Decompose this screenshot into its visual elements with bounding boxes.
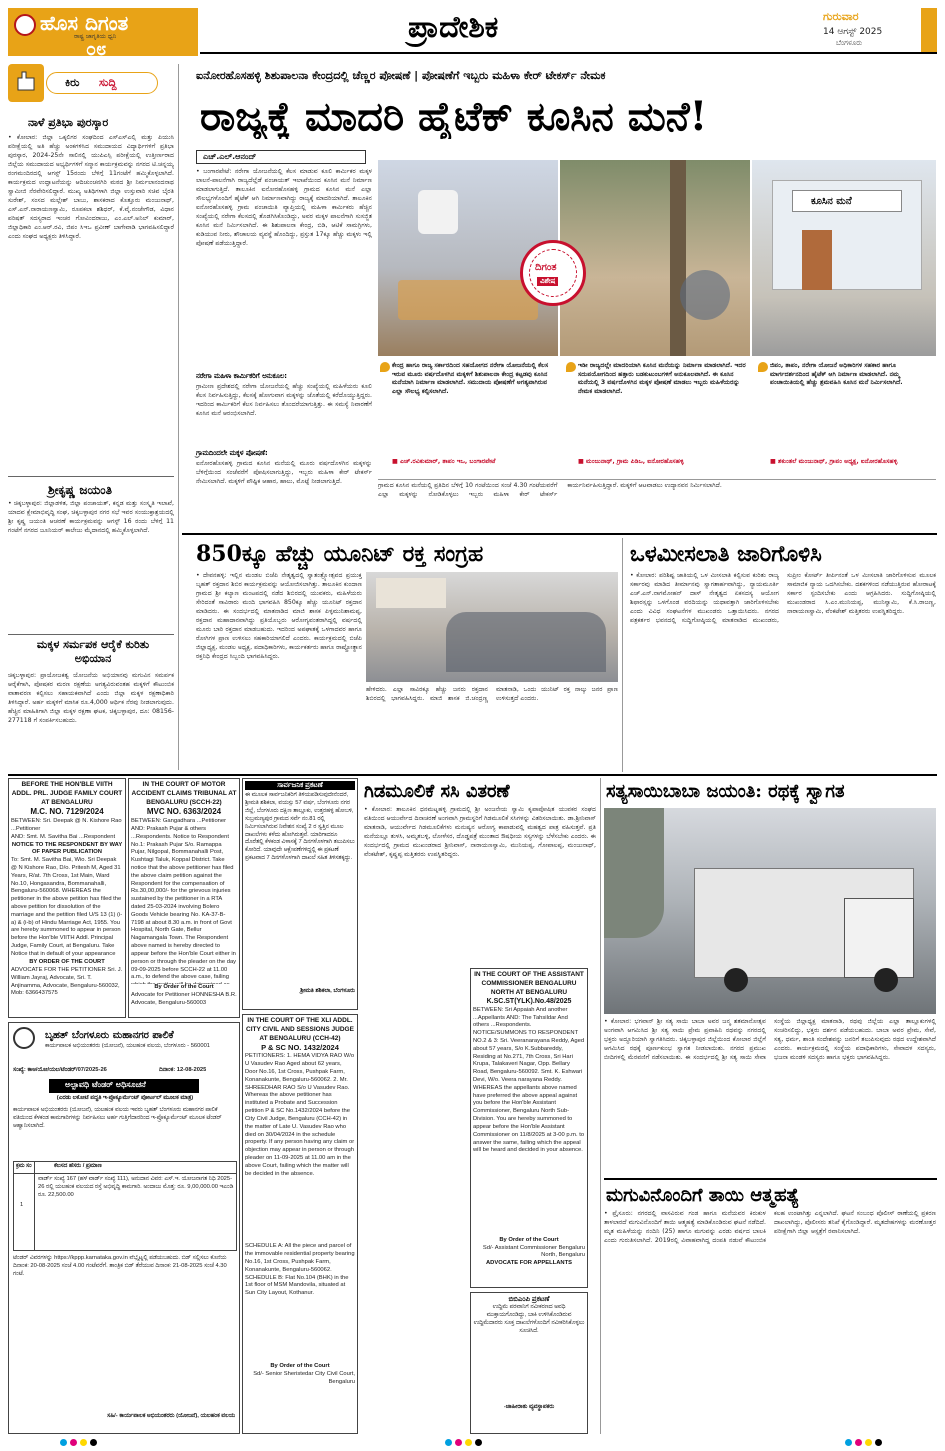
ad-assistant-commissioner	[470, 968, 588, 1288]
medicine-headline: ಗಿಡಮೂಲಿಕೆ ಸಸಿ ವಿತರಣೆ	[364, 781, 510, 802]
bbmp-sub: (ಎರಡು ಲಕೋಟೆ ಪದ್ಧತಿ ಇ-ಪ್ರೊಕ್ಯೂರ್ಮೆಂಟ್ ಪೋರ್ಟಲ್ ಮೂಲಕ ಮಾತ್ರ)	[56, 1095, 194, 1101]
quote-2-text: ಇಡೀ ರಾಜ್ಯದಲ್ಲೇ ಮಾದರಿಯಾಗಿ ಕೂಸಿನ ಮನೆಯನ್ನು ನಿರ್ಮಾಣ ಮಾಡಲಾಗಿದೆ. ಇದರ ಸದುಪಯೋಗದಿಂದ ಹತ್ತಾರು ಬಡಕುಟುಂಬಗಳಿಗೆ ಅನುಕೂಲವಾಗಿದೆ. ಈ ಕೂಸಿನ ಮನೆಯಲ್ಲಿ 3 ವರ್ಷದೊಳಗಿನ ಮಕ್ಕಳ ಪೋಷಣೆ ಮಾಡಲು ಇಬ್ಬರು ಮಹಿಳೆಯರನ್ನು ನೇಮಕ ಮಾಡಲಾಗಿದೆ.	[578, 362, 746, 396]
photo-toys	[398, 280, 538, 320]
reg-dot-yellow-r	[865, 1439, 872, 1446]
sai-headline: ಸತ್ಯಸಾಯಿಬಾಬಾ ಜಯಂತಿ: ರಥಕ್ಕೆ ಸ್ವಾಗತ	[606, 781, 845, 802]
sai-body: • ಕೋಲಾರ: ಭಗವಾನ್ ಶ್ರೀ ಸತ್ಯ ಸಾಯಿ ಬಾಬಾ ಅವರ ಜನ್ಮ ಶತಮಾನೋತ್ಸವ ಅಂಗವಾಗಿ ಆಗಮಿಸಿದ ಶ್ರೀ ಸತ್ಯ ಸಾಯಿ ಪ್ರೇಮ ಪ್ರವಾಹಿನಿ ರಥವನ್ನು ನಗರದಲ್ಲಿ ಭಕ್ತರು ಅದ್ದೂರಿಯಾಗಿ ಸ್ವಾಗತಿಸಿದರು. ಚಿಕ್ಕಬಳ್ಳಾಪುರ ಜಿಲ್ಲೆಯಿಂದ ಕೋಲಾರ ಜಿಲ್ಲೆಗೆ ಆಗಮಿಸಿದ ರಥಕ್ಕೆ ಪೂರ್ಣಕುಂಭ ಸ್ವಾಗತ ನೀಡಲಾಯಿತು. ನಗರದ ಪ್ರಮುಖ ಬೀದಿಗಳಲ್ಲಿ ಮೆರವಣಿಗೆ ನಡೆಸಲಾಯಿತು. ಈ ಸಂದರ್ಭದಲ್ಲಿ ಶ್ರೀ ಸತ್ಯ ಸಾಯಿ ಸೇವಾ ಸಂಸ್ಥೆಯ ಜಿಲ್ಲಾಧ್ಯಕ್ಷ ಮಾತನಾಡಿ, ರಥವು ಜಿಲ್ಲೆಯ ಎಲ್ಲಾ ತಾಲ್ಲೂಕುಗಳಲ್ಲಿ ಸಂಚರಿಸಲಿದ್ದು, ಭಕ್ತರು ದರ್ಶನ ಪಡೆಯಬಹುದು. ಬಾಬಾ ಅವರ ಪ್ರೇಮ, ಸೇವೆ, ಸತ್ಯ, ಧರ್ಮ, ಶಾಂತಿ ಸಂದೇಶವನ್ನು ಜನರಿಗೆ ತಲುಪಿಸುವುದು ರಥದ ಉದ್ದೇಶವಾಗಿದೆ ಎಂದರು. ಕಾರ್ಯಕ್ರಮದಲ್ಲಿ ಸಂಸ್ಥೆಯ ಪದಾಧಿಕಾರಿಗಳು, ಸೇವಾದಳ ಸದಸ್ಯರು, ಭಜನಾ ಮಂಡಳಿ ಸದಸ್ಯರು ಹಾಗೂ ಭಕ್ತರು ಭಾಗವಹಿಸಿದ್ದರು.	[604, 1018, 936, 1061]
photo-children	[680, 270, 730, 320]
bbmp-dept: ಕಾರ್ಯಪಾಲಕ ಅಭಿಯಂತರರು (ಯೋಜನೆ), ಯಲಹಂಕ ವಲಯ, ಬೆಂಗಳೂರು - 560001	[45, 1043, 211, 1049]
blood-photo	[366, 572, 618, 682]
bbmp-footer: ಟೆಂಡರ್ ವಿವರಗಳನ್ನು https://kppp.karnataka.gov.in ವೆಬ್ಸೈಟ್ನಲ್ಲಿ ಪಡೆಯಬಹುದು. ಬಿಡ್ ಸಲ್ಲಿಸಲು ಕೊನೆಯ ದಿನಾಂಕ: 20-08-2025 ಸಂಜೆ 4.00 ಗಂಟೆವರೆಗೆ. ತಾಂತ್ರಿಕ ಬಿಡ್ ತೆರೆಯುವ ದಿನಾಂಕ: 21-08-2025 ಸಂಜೆ 4.30 ಗಂಟೆ.	[13, 1255, 227, 1277]
bbmp-table-vrule	[34, 1162, 35, 1250]
ad3-title: ಸಾರ್ವಜನಿಕ ಪ್ರಕಟಣೆ	[245, 781, 355, 790]
ad6-body: ಉದ್ದಿಮೆ ಪರವಾನಿಗೆ ನವೀಕರಣದ ಅವಧಿ ಮುಕ್ತಾಯಗೊಂಡಿದ್ದು, ಬಾಕಿ ಉಳಿಸಿಕೊಂಡಿರುವ ಉದ್ದಿಮೆದಾರರು ಸೂಕ್ತ ದಾಖಲೆಗಳೊಂದಿಗೆ ನವೀಕರಿಸಿಕೊಳ್ಳಲು ಸೂಚಿಸಿದೆ.	[473, 1304, 585, 1334]
bbmp-th-1: ಕ್ರಮ ಸಂ	[16, 1163, 32, 1169]
ad-bbmp-tender	[8, 1022, 240, 1434]
lead-body: • ಬಂಗಾರಪೇಟೆ: ನರೇಗಾ ಯೋಜನೆಯಲ್ಲಿ ಕೆಲಸ ಮಾಡುವ ಕೂಲಿ ಕಾರ್ಮಿಕರ ಮಕ್ಕಳ ಲಾಲನೆ-ಪಾಲನೆಗಾಗಿ ರಾಜ್ಯದೆಲ್ಲೆಡೆ ಪಂಚಾಯತ್ ಇಲಾಖೆಯಿಂದ ಕೂಸಿನ ಮನೆ ನಿರ್ಮಾಣ ಮಾಡಲಾಗುತ್ತಿದೆ. ತಾಲೂಕಿನ ಐನೋರಹೊಸಹಳ್ಳಿ ಗ್ರಾಮದ ಕೂಸಿನ ಮನೆ ಎಲ್ಲಾ ಸೌಲಭ್ಯಗಳೊಂದಿಗೆ ಹೈಟೆಕ್ ಆಗಿ ನಿರ್ಮಾಣವಾಗಿದ್ದು ರಾಜ್ಯಕ್ಕೆ ಮಾದರಿಯಾಗಿದೆ. ತಾಲೂಕಿನ ಐನೋರಹೊಸಹಳ್ಳಿ ಗ್ರಾಮ ಪಂಚಾಯಿತಿ ವ್ಯಾಪ್ತಿಯಲ್ಲಿ ಮಹಿಳಾ ಕಾರ್ಮಿಕರು ಹೆಚ್ಚಿನ ಸಂಖ್ಯೆಯಲ್ಲಿ ನರೇಗಾ ಕೆಲಸದಲ್ಲಿ ತೊಡಗಿಸಿಕೊಂಡಿದ್ದು, ಅವರ ಮಕ್ಕಳ ಪಾಲನೆಗಾಗಿ ಸುಸಜ್ಜಿತ ಕೂಸಿನ ಮನೆ ನಿರ್ಮಿಸಲಾಗಿದೆ. ಈ ಶಿಶುಪಾಲನಾ ಕೇಂದ್ರ, ಬಿಡಿ, ಆಟಿಕೆ ಸಾಮಗ್ರಿಗಳು, ಕುಡಿಯುವ ನೀರು, ಶೌಚಾಲಯ ವ್ಯವಸ್ಥೆ ಹೊಂದಿದ್ದು, ಪ್ರಸ್ತುತ 17ಕ್ಕೂ ಹೆಚ್ಚು ಮಕ್ಕಳು ಇಲ್ಲಿ ಪೋಷಣೆ ಪಡೆಯುತ್ತಿದ್ದಾರೆ.	[196, 168, 372, 247]
quote-mark-2	[566, 362, 576, 372]
registration-marks-center	[445, 1439, 485, 1449]
lead-byline-box	[196, 150, 366, 164]
ad4-order: By Order of the Court	[270, 1363, 330, 1370]
quote-2-by: ■ ಮಂಜುನಾಥ್, ಗ್ರಾಮ ಪಿಡಿಒ, ಐನೋರಹೊಸಹಳ್ಳಿ	[578, 458, 684, 465]
masthead	[8, 8, 937, 60]
lead-photo-building	[752, 160, 936, 356]
ad2-adv: Advocate for Petitioner HONNESHA B.R. Advocate, Bengaluru-560003	[131, 991, 237, 1006]
kiru-label-pill	[46, 72, 158, 94]
section-rule-2	[8, 774, 937, 776]
photo-door	[802, 230, 832, 290]
ad-probate	[242, 1014, 358, 1434]
bbmp-title-bar	[49, 1079, 199, 1093]
lead-headline: ರಾಜ್ಯಕ್ಕೆ ಮಾದರಿ ಹೈಟೆಕ್ ಕೂಸಿನ ಮನೆ!	[200, 95, 708, 139]
lead-body-3: ಐನೋರಹೊಸಹಳ್ಳಿ ಗ್ರಾಮದ ಕೂಸಿನ ಮನೆಯಲ್ಲಿ ಮೂರು ವರ್ಷದೊಳಗಿನ ಮಕ್ಕಳನ್ನು ಬೆಳಿಗ್ಗೆಯಿಂದ ಸಂಜೆವರೆಗೆ ಪೋಷಿಸಲಾಗುತ್ತಿದ್ದು, ಇಬ್ಬರು ಮಹಿಳಾ ಕೇರ್ ಟೇಕರ್ಸ್ ನೇಮಿಸಲಾಗಿದೆ. ಮಕ್ಕಳಿಗೆ ಪೌಷ್ಟಿಕ ಆಹಾರ, ಹಾಲು, ಮೊಟ್ಟೆ ನೀಡಲಾಗುತ್ತಿದೆ.	[196, 460, 372, 485]
lead-body-4: ಗ್ರಾಮದ ಕೂಸಿನ ಮನೆಯಲ್ಲಿ ಪ್ರತಿದಿನ ಬೆಳಿಗ್ಗೆ 10 ಗಂಟೆಯಿಂದ ಸಂಜೆ 4.30 ಗಂಟೆಯವರೆಗೆ ಎಲ್ಲಾ ಮಕ್ಕಳನ್ನು ನೋಡಿಕೊಳ್ಳಲು ಇಬ್ಬರು ಮಹಿಳಾ ಕೇರ್ ಟೇಕರ್ಸ್ ಕಾರ್ಯನಿರ್ವಹಿಸುತ್ತಿದ್ದಾರೆ. ಮಕ್ಕಳಿಗೆ ಆಟವಾಡಲು ಉದ್ಯಾನವನ ನಿರ್ಮಿಸಲಾಗಿದೆ.	[378, 482, 722, 498]
bbmp-org: ಬೃಹತ್ ಬೆಂಗಳೂರು ಮಹಾನಗರ ಪಾಲಿಕೆ	[45, 1030, 174, 1041]
reg-dot-cyan-c	[445, 1439, 452, 1446]
ad5-sign: Sd/- Assistant Commissioner Bengaluru North, Bengaluru	[482, 1244, 585, 1259]
ad2-court: IN THE COURT OF MOTOR ACCIDENT CLAIMS TRIBUNAL AT BENGALURU (SCCH-22)	[131, 781, 237, 806]
reg-dot-magenta-r	[855, 1439, 862, 1446]
brief-divider-2	[8, 634, 174, 635]
reg-dot-magenta-c	[455, 1439, 462, 1446]
bbmp-table	[13, 1161, 237, 1251]
reg-dot-black	[90, 1439, 97, 1446]
ad1-between: BETWEEN: Sri. Deepak @ N. Kishore Rao ...Petitioner	[11, 818, 122, 832]
kiru-suddi-banner	[8, 64, 174, 108]
ad-small-notice	[470, 1292, 588, 1434]
medicine-body: • ಕೋಲಾರ: ತಾಲೂಕಿನ ಧನಮಟ್ನಹಳ್ಳಿ ಗ್ರಾಮದಲ್ಲಿ ಶ್ರೀ ಅಂಜನೇಯ ಸ್ವಾಮಿ ಕೃಪಾಪೋಷಿತ ಯುವಕರ ಸಂಘದ ವತಿಯಿಂದ ಆಯುರ್ವೇದ ದಿನಾಚರಣೆ ಅಂಗವಾಗಿ ಗ್ರಾಮಸ್ಥರಿಗೆ ಗಿಡಮೂಲಿಕೆ ಸಸಿಗಳನ್ನು ವಿತರಿಸಲಾಯಿತು. ಡಾ.ಶ್ರೀನಿವಾಸ್ ಮಾತನಾಡಿ, ಆಯುರ್ವೇದ ಗಿಡಮೂಲಿಕೆಗಳು ಮನುಷ್ಯನ ಆರೋಗ್ಯ ಕಾಪಾಡುವಲ್ಲಿ ಮಹತ್ವದ ಪಾತ್ರ ವಹಿಸುತ್ತವೆ. ಪ್ರತಿ ಮನೆಯಲ್ಲೂ ತುಳಸಿ, ಅಮೃತಬಳ್ಳಿ, ಲೋಳೆಸರ, ದೊಡ್ಡಪತ್ರೆ ಮುಂತಾದ ಔಷಧೀಯ ಸಸ್ಯಗಳನ್ನು ಬೆಳೆಸಬೇಕು ಎಂದರು. ಈ ಸಂದರ್ಭದಲ್ಲಿ ಗ್ರಾಮದ ಮುಖಂಡರಾದ ಶ್ರೀನಿವಾಸ್, ನಾರಾಯಣಸ್ವಾಮಿ, ಮುನಿಯಪ್ಪ, ಗೋಪಾಲಪ್ಪ, ಮಂಜುನಾಥ್, ವೆಂಕಟೇಶ್, ಕೃಷ್ಣಪ್ಪ ಮತ್ತಿತರರು ಉಪಸ್ಥಿತರಿದ್ದರು.	[364, 806, 596, 858]
kiru-label-2: ಸುದ್ದಿ	[99, 76, 117, 89]
masthead-day: ಗುರುವಾರ	[823, 10, 859, 23]
photo-people	[446, 612, 606, 672]
bbmp-ref: ಸಂಖ್ಯೆ: ಕಾಅ/ಯೋ/ಯಲ/ಟೆಂಡರ್/07/2025-26	[13, 1067, 107, 1073]
column-rule-blood	[622, 538, 623, 772]
column-rule-medicine	[600, 778, 601, 1434]
section-title: ಪ್ರಾದೇಶಿಕ	[408, 10, 499, 45]
bbmp-r1-no: 1	[20, 1202, 24, 1208]
photo-sign-text: ಕೂಸಿನ ಮನೆ	[811, 196, 852, 207]
kiru-label: ಕಿರು	[65, 76, 80, 89]
lead-kicker: ಐನೋರಹೊಸಹಳ್ಳಿ ಶಿಶುಪಾಲನಾ ಕೇಂದ್ರದಲ್ಲಿ ಚೆಣ್ಣರ ಪೋಷಣೆ | ಪೋಷಣೆಗೆ ಇಬ್ಬರು ಮಹಿಳಾ ಕೇರ್ ಟೇಕರ್ಸ್ ನೇಮಕ	[196, 69, 606, 82]
hand-point-icon	[8, 64, 44, 102]
photo-tree-left	[604, 808, 664, 938]
reg-dot-cyan-r	[845, 1439, 852, 1446]
masthead-date: 14 ಆಗಸ್ಟ್ 2025	[823, 27, 883, 37]
ad1-and: AND: Smt. M. Savitha Bai ...Respondent	[11, 833, 116, 840]
registration-marks-right	[845, 1439, 885, 1449]
ad6-title: ಬಿಬಿಎಂಪಿ ಪ್ರಕಟಣೆ	[508, 1296, 550, 1303]
ad1-court: BEFORE THE HON'BLE VIITH ADDL. PRL. JUDGE FAMILY COURT AT BENGALURU	[11, 781, 123, 806]
ad2-body: BETWEEN: Gangadhara ...Petitioner AND: Prakash Pujar & others ...Respondents. Notice to Respondent No.1: Prakash Pujar S/o. Ramappa Pujar, Nilgopal, Bommanahalli Post, Kushtagi Taluk, Koppal District. Take notice that the above petitioner has filed the above claim petition against the Respondent for the compensation of Rs.30,00,000/- for the grievous injuries sustained by the petitioner in a RTA dated 25-03-2024 involving Bolero Goods Vehicle bearing No. KA-37-B-7198 at about 8.30 a.m. in front of Govt Hospital, North Gate, Bellur Nagamangala Town. The Respondent above named is hereby directed to appear before the Hon'ble Court either in person or through the pleader on the day 09-09-2025 before SCCH-22 at 11.00 a.m., to defend the above case, failing	[131, 818, 237, 981]
ad6-sign: -ಜಾಹೀರಾತು ವ್ಯವಸ್ಥಾಪಕರು	[503, 1404, 555, 1411]
lead-sub-2: ಗ್ರಾಮದಿಂದಲೇ ಮಕ್ಕಳ ಪೋಷಣೆ:	[196, 449, 268, 457]
quote-box-1	[380, 362, 560, 477]
bbmp-date: ದಿನಾಂಕ: 12-08-2025	[159, 1067, 207, 1073]
ad-family-court	[8, 778, 126, 1018]
brief-3-title: ಮಕ್ಕಳ ಸರ್ಮಪಕ ಆರೈಕೆ ಕುರಿತು ಅಭಿಯಾನ	[36, 638, 150, 666]
reg-dot-black-c	[475, 1439, 482, 1446]
ad4-sched: SCHEDULE A: All the piece and parcel of the immovable residential property bearing No.16, 1st Cross, Pushpak Farm, Konanakunte, Bengaluru-560062. SCHEDULE B: Flat No.104 (BHK) in the 1st floor of MSM Mandovila, situated at Sun City Layout, Kothanur.	[245, 1243, 355, 1297]
ad1-body: To: Smt. M. Savitha Bai, Wio. Sri Deepak @ N Kishore Rao, D/o. Pritesh M, Aged 31 Years, R/at. 7th Cross, 1st Main, Ward No.10, Hongasandra, Bommanahalli, Bengaluru-560068. WHEREAS the petitioner in the above petition has filed the above petition for dissolution of the marriage and the petition filed U/S 13 (1) (i-a) & (i-b) of Hindu Marriage Act, 1955. You are hereby summoned to appear in person before the Hon'ble VIITH Addl. Principal Judge, Family Court, at Bengaluru. Take Notice that in default of your appearance	[11, 857, 123, 957]
brief-1-body: • ಕೋಲಾರ: ಜಿಲ್ಲಾ ಒಕ್ಕಲಿಗರ ಸಂಘದಿಂದ ಎಸ್ಎಸ್ಎಲ್ಸಿ ಮತ್ತು ಪಿಯುಸಿ ಪರೀಕ್ಷೆಯಲ್ಲಿ ಅತಿ ಹೆಚ್ಚು ಅಂಕಗಳಿಸಿದ ಸಮುದಾಯದ ವಿದ್ಯಾರ್ಥಿಗಳಿಗೆ ಪ್ರತಿಭಾ ಪುರಸ್ಕಾರ, 2024-25ನೇ ಸಾಲಿನಲ್ಲಿ ಯುಪಿಎಸ್ಸಿ ಪರೀಕ್ಷೆಯಲ್ಲಿ ಉತ್ತೀರ್ಣರಾದ ಜಿಲ್ಲೆಯ ಸಮುದಾಯದ ಅಭ್ಯರ್ಥಿಗಳಿಗೆ ಸನ್ಮಾನ ಕಾರ್ಯಕ್ರಮವನ್ನು ನಗರದ ಟಿ.ಚನ್ನಯ್ಯ ರಂಗಮಂದಿರದಲ್ಲಿ ಆಗಸ್ಟ್ 15ರಂದು ಬೆಳಿಗ್ಗೆ 11ಗಂಟೆಗೆ ಹಮ್ಮಿಕೊಳ್ಳಲಾಗಿದೆ. ಕಾರ್ಯಕ್ರಮದ ಉದ್ಘಾಟನೆಯನ್ನು ಆದಿಚುಂಚನಗಿರಿ ಮಠದ ಶ್ರೀ ನಿರ್ಮಲಾನಂದನಾಥ ಸ್ವಾಮೀಜಿ ನೆರವೇರಿಸಲಿದ್ದಾರೆ. ಮುಖ್ಯ ಅತಿಥಿಗಳಾಗಿ ಜಿಲ್ಲಾ ಉಸ್ತುವಾರಿ ಸಚಿವ ಬೈರತಿ ಸುರೇಶ್, ಸಂಸದ ಮಲ್ಲೇಶ್ ಬಾಬು, ಶಾಸಕರಾದ ಕೊತ್ತೂರು ಮಂಜುನಾಥ್, ಎಸ್.ಎನ್.ನಾರಾಯಣಸ್ವಾಮಿ, ರೂಪಕಲಾ ಶಶಿಧರ್, ಕೆ.ವೈ.ನಂಜೇಗೌಡ, ವಿಧಾನ ಪರಿಷತ್ ಸದಸ್ಯರಾದ ಇಂಚರ ಗೋವಿಂದರಾಜು, ಎಂ.ಎಲ್.ಅನಿಲ್ ಕುಮಾರ್, ಜಿಲ್ಲಾಧಿಕಾರಿ ಎಂ.ಆರ್.ರವಿ, ಜಿಪಂ ಸಿಇಒ ಪ್ರವೀಣ್ ಬಾಗೇವಾಡಿ ಭಾಗವಹಿಸಲಿದ್ದಾರೆ ಎಂದು ಸಂಘದ ಅಧ್ಯಕ್ಷರು ತಿಳಿಸಿದ್ದಾರೆ.	[8, 134, 174, 240]
brief-2-title: ಶ್ರೀಕೃಷ್ಣ ಜಯಂತಿ	[48, 483, 112, 497]
ad5-order: By Order of the Court	[499, 1236, 559, 1243]
bbmp-intro: ಕಾರ್ಯಪಾಲಕ ಅಭಿಯಂತರರು (ಯೋಜನೆ), ಯಲಹಂಕ ವಲಯ ಇವರು ಬೃಹತ್ ಬೆಂಗಳೂರು ಮಹಾನಗರ ಪಾಲಿಕೆ ವತಿಯಿಂದ ಕೆಳಕಂಡ ಕಾಮಗಾರಿಗಳನ್ನು ನಿರ್ವಹಿಸಲು ಅರ್ಹ ಗುತ್ತಿಗೆದಾರರಿಂದ ಇ-ಪ್ರೊಕ್ಯೂರ್ಮೆಂಟ್ ಮೂಲಕ ಟೆಂಡರ್ ಆಹ್ವಾನಿಸಲಾಗಿದೆ.	[13, 1107, 222, 1129]
ad3-body: ಈ ಮೂಲಕ ಸಾರ್ವಜನಿಕರಿಗೆ ತಿಳಿಯಪಡಿಸುವುದೇನೆಂದರೆ, ಶ್ರೀಮತಿ ಶಶಿಕಲಾ, ವಯಸ್ಸು 57 ವರ್ಷ, ಬೆಂಗಳೂರು ನಗರ ಜಿಲ್ಲೆ, ಬೆಂಗಳೂರು ದಕ್ಷಿಣ ತಾಲ್ಲೂಕು, ಉತ್ತರಹಳ್ಳಿ ಹೋಬಳಿ, ಸುಬ್ರಮಣ್ಯಪುರ ಗ್ರಾಮದ ಸರ್ವೆ ನಂ.81 ರಲ್ಲಿ ನಿರ್ಮಿಸಲಾಗಿರುವ ನಿವೇಶನ ಸಂಖ್ಯೆ 2 ರ ಸ್ವತ್ತಿನ ಮೂಲ ದಾಖಲೆಗಳು ಕಳೆದು ಹೋಗಿರುತ್ತವೆ. ಯಾರಿಗಾದರೂ ದೊರೆತಲ್ಲಿ ಕೆಳಕಂಡ ವಿಳಾಸಕ್ಕೆ 7 ದಿನಗಳೊಳಗಾಗಿ ತಲುಪಿಸಲು ಕೋರಿದೆ. ಯಾವುದೇ ಆಕ್ಷೇಪಣೆಗಳಿದ್ದಲ್ಲಿ ಈ ಪ್ರಕಟಣೆ ಪ್ರಕಟವಾದ 7 ದಿನಗಳೊಳಗಾಗಿ ದಾಖಲೆ ಸಹಿತ ತಿಳಿಸತಕ್ಕದ್ದು.	[245, 792, 355, 861]
ad5-adv: ADVOCATE FOR APPELLANTS	[486, 1260, 572, 1267]
ad3-sign: ಶ್ರೀಮತಿ ಶಶಿಕಲಾ, ಬೆಂಗಳೂರು	[300, 988, 355, 995]
masthead-tagline: ರಾಷ್ಟ್ರ ಜಾಗೃತಿಯ ಧ್ವನಿ	[74, 33, 117, 40]
blood-body: • ದೇವನಹಳ್ಳಿ: ಇಲ್ಲಿನ ಮಂಡಲ ಬಿಜೆಪಿ ನೇತೃತ್ವದಲ್ಲಿ ಸ್ವಾತಂತ್ರ್ಯೋತ್ಸವದ ಪ್ರಯುಕ್ತ ಬೃಹತ್ ರಕ್ತದಾನ ಶಿಬಿರ ಕಾರ್ಯಕ್ರಮವನ್ನು ಆಯೋಜಿಸಲಾಗಿತ್ತು. ತಾಲೂಕಿನ ಕುಂದಾಣ ಗ್ರಾಮದ ಶ್ರೀ ಕಲ್ಯಾಣ ಮಂಟಪದಲ್ಲಿ ನಡೆದ ಶಿಬಿರದಲ್ಲಿ ಯುವಕರು, ಮಹಿಳೆಯರು ಸೇರಿದಂತೆ ಸಾವಿರಾರು ಮಂದಿ ಭಾಗವಹಿಸಿ 850ಕ್ಕೂ ಹೆಚ್ಚು ಯೂನಿಟ್ ರಕ್ತದಾನ ಮಾಡಿದರು. ಈ ಸಂದರ್ಭದಲ್ಲಿ ಮಾತನಾಡಿದ ಮಾಜಿ ಶಾಸಕ ಪಿಳ್ಳಮುನಿಶಾಮಪ್ಪ, ರಕ್ತದಾನ ಮಹಾದಾನವಾಗಿದ್ದು ಪ್ರತಿಯೊಬ್ಬರು ಆರೋಗ್ಯವಂತರಾಗಿದ್ದಲ್ಲಿ ವರ್ಷದಲ್ಲಿ ಮೂರು ಬಾರಿ ರಕ್ತದಾನ ಮಾಡಬಹುದು. ಇದರಿಂದ ಅಪಘಾತಕ್ಕೆ ಒಳಗಾದವರ ಹಾಗೂ ರೋಗಿಗಳ ಪ್ರಾಣ ಉಳಿಸಲು ಸಹಕಾರಿಯಾಗಲಿದೆ ಎಂದರು. ಕಾರ್ಯಕ್ರಮದಲ್ಲಿ ಬಿಜೆಪಿ ಜಿಲ್ಲಾಧ್ಯಕ್ಷ, ಮಂಡಲ ಅಧ್ಯಕ್ಷ, ಪದಾಧಿಕಾರಿಗಳು, ಕಾರ್ಯಕರ್ತರು ಹಾಗೂ ರಾಷ್ಟ್ರೋತ್ಥಾನ ರಕ್ತನಿಧಿ ಕೇಂದ್ರದ ಸಿಬ್ಬಂದಿ ಭಾಗವಹಿಸಿದ್ದರು.	[196, 572, 362, 660]
bbmp-th-2: ಕೆಲಸದ ಹೆಸರು / ಪ್ರಮಾಣ	[54, 1163, 102, 1169]
reg-dot-yellow	[80, 1439, 87, 1446]
lead-byline: ಎಚ್.ಎಲ್.ಆನಂದ್	[203, 152, 257, 161]
ad4-case: P & SC NO. 1432/2024	[261, 1043, 339, 1053]
masthead-rule	[200, 52, 937, 54]
hosa-digantha-logo	[14, 14, 36, 36]
photo-banner	[376, 578, 446, 608]
ad5-case: K.SC.ST(YLK).No.48/2025	[486, 998, 572, 1006]
bbmp-title: ಅಲ್ಪಾವಧಿ ಟೆಂಡರ್ ಅಧಿಸೂಚನೆ	[65, 1080, 146, 1089]
sai-photo	[604, 808, 936, 1014]
ad1-adv: ADVOCATE FOR THE PETITIONER Sri. J. William Jayraj, Advocate, Sri. T. Anjinamma, Advocate, Bengaluru-560032, Mob: 6366437575	[11, 966, 123, 997]
photo-wheel-2	[874, 968, 898, 992]
blood-photo-caption: ಹೇಳಿದರು. ಎಲ್ಲಾ ಸಾವಿರಕ್ಕೂ ಹೆಚ್ಚು ಜನರು ರಕ್ತದಾನ ಶಿಬಿರದಲ್ಲಿ ಭಾಗವಹಿಸಿದ್ದರು. ಮಾಜಿ ಶಾಸಕ ಜಿ.ಚಂದ್ರಣ್ಣ ಮಾತನಾಡಿ, ಒಂದು ಯುನಿಟ್ ರಕ್ತ ನಾಲ್ಕು ಜನರ ಪ್ರಾಣ ಉಳಿಸುತ್ತದೆ ಎಂದರು.	[366, 686, 618, 702]
photo-wheel-1	[724, 968, 748, 992]
reg-dot-cyan	[60, 1439, 67, 1446]
section-rule-1	[182, 533, 937, 535]
lead-body-2: ಗ್ರಾಮೀಣ ಪ್ರದೇಶದಲ್ಲಿ ನರೇಗಾ ಯೋಜನೆಯಲ್ಲಿ ಹೆಚ್ಚು ಸಂಖ್ಯೆಯಲ್ಲಿ ಮಹಿಳೆಯರು ಕೂಲಿ ಕೆಲಸ ನಿರ್ವಹಿಸುತ್ತಿದ್ದು, ಕೆಲಸಕ್ಕೆ ಹೋಗುವಾಗ ಮಕ್ಕಳನ್ನು ಜೊತೆಯಲ್ಲಿ ಕರೆದೊಯ್ಯುತ್ತಿದ್ದರು. ಇದರಿಂದ ಕಾರ್ಮಿಕರಿಗೆ ಕೆಲಸ ನಿರ್ವಹಿಸಲು ತೊಂದರೆಯಾಗುತ್ತಿತ್ತು. ಈ ಸಮಸ್ಯೆ ನಿವಾರಣೆಗೆ ಕೂಸಿನ ಮನೆ ಆರಂಭಿಸಲಾಗಿದೆ.	[196, 383, 372, 417]
brief-1-title: ನಾಳೆ ಪ್ರತಿಭಾ ಪುರಸ್ಕಾರ	[28, 116, 109, 129]
masthead-logo: ಹೊಸ ದಿಗಂತ	[40, 11, 129, 35]
quote-1-text: ಕೇಂದ್ರ ಹಾಗೂ ರಾಜ್ಯ ಸರ್ಕಾರದಿಂದ ಸಹಯೋಗದ ನರೇಗಾ ಯೋಜನೆಯಲ್ಲಿ ಕೆಲಸ ಇರುವ ಮೂರು ವರ್ಷದೊಳಗಿನ ಮಕ್ಕಳಿಗೆ ಶಿಶುಪಾಲನಾ ಕೇಂದ್ರ ಕಟ್ಟಡವು ಕೂಸಿನ ಮನೆಯಾಗಿ ನಿರ್ಮಾಣ ಮಾಡಲಾಗಿದೆ. ಸಮುದಾಯ ಪೋಷಣೆಗೆ ಅಗತ್ಯವಾಗಿರುವ ಎಲ್ಲಾ ಸೌಲಭ್ಯ ಕಲ್ಪಿಸಲಾಗಿದೆ.	[392, 362, 549, 396]
suicide-body: • ಪ್ರೈಸೂರು: ನಗರದಲ್ಲಿ ವಾಸವಿರುವ ಗಂಡ ಹಾಗೂ ಮನೆಯವರ ಕಿರುಕುಳ ತಾಳಲಾರದೆ ಮಗುವಿನೊಂದಿಗೆ ತಾಯಿ ಆತ್ಮಹತ್ಯೆ ಮಾಡಿಕೊಂಡಿರುವ ಘಟನೆ ನಡೆದಿದೆ. ಮೃತ ಮಹಿಳೆಯನ್ನು ನಂದಿನಿ (25) ಹಾಗೂ ಮಗುವನ್ನು ಎರಡು ವರ್ಷದ ಬಾಲಕಿ ಎಂದು ಗುರುತಿಸಲಾಗಿದೆ. 2019ರಲ್ಲಿ ವಿವಾಹವಾಗಿದ್ದ ದಂಪತಿ ನಡುವೆ ಕೌಟುಂಬಿಕ ಕಲಹ ಉಂಟಾಗಿತ್ತು ಎನ್ನಲಾಗಿದೆ. ಘಟನೆ ಸಂಬಂಧ ಪೊಲೀಸ್ ಠಾಣೆಯಲ್ಲಿ ಪ್ರಕರಣ ದಾಖಲಾಗಿದ್ದು, ಪೊಲೀಸರು ತನಿಖೆ ಕೈಗೊಂಡಿದ್ದಾರೆ. ಮೃತದೇಹಗಳನ್ನು ಮರಣೋತ್ತರ ಪರೀಕ್ಷೆಗಾಗಿ ಜಿಲ್ಲಾ ಆಸ್ಪತ್ರೆಗೆ ರವಾನಿಸಲಾಗಿದೆ.	[604, 1210, 936, 1244]
photo-truck-cab	[844, 898, 914, 978]
photo-wall-art	[418, 190, 458, 234]
ad4-sign: Sd/- Senior Sheristedar City Civil Court, Bengaluru	[253, 1371, 355, 1386]
digantha-vishesha-stamp	[520, 240, 586, 306]
ad5-body: BETWEEN: Sri Appaiah And another ...Appellants AND: The Tahsildar And others ...Respondents. NOTICE/SUMMONS TO RESPONDENT NO.2 & 3: Sri. Veeranarayana Reddy, Aged about 57 years, S/o K.Subbareddy, Residing at No.271, 7th Cross, Sri Hari Krupa, Talakaveri Nagar, Opp. Bellary Road, Bengaluru-560092. Smt. K. Eshwari Devi, W/o. Veera narayana Reddy. WHEREAS the appellants above named have preferred the above appeal against you before the Hon'ble Assistant Commissioner, Bengaluru North Sub-Division. You are hereby summoned to appear before the Hon'ble Assistant Commissioner on 11/8/2025 at 3-00 p.m. to answer the same, failing which the appeal will be heard and decided in your absence.	[473, 1006, 585, 1154]
ad2-order: By Order of the Court	[154, 984, 214, 991]
ad2-case: MVC NO. 6363/2024	[146, 807, 222, 817]
encroach-body: • ಕೋಲಾರ: ಪರಿಶಿಷ್ಟ ಜಾತಿಯಲ್ಲಿ ಒಳ ಮೀಸಲಾತಿ ಕಲ್ಪಿಸುವ ಕುರಿತು ರಾಜ್ಯ ಸರ್ಕಾರವು ಮಾಡಿದ ತೀರ್ಮಾನವು ಸ್ವಾಗತಾರ್ಹವಾಗಿದ್ದು, ನ್ಯಾಯಮೂರ್ತಿ ಎಚ್.ಎನ್.ನಾಗಮೋಹನ್ ದಾಸ್ ನೇತೃತ್ವದ ಏಕಸದಸ್ಯ ಆಯೋಗ ಶಿಫಾರಸ್ಸನ್ನು ಒಳಗೊಂಡ ವರದಿಯನ್ನು ಯಥಾವತ್ತಾಗಿ ಜಾರಿಗೊಳಿಸಬೇಕು ಎಂದು ವಿವಿಧ ಸಂಘಟನೆಗಳ ಮುಖಂಡರು ಒತ್ತಾಯಿಸಿದರು. ನಗರದ ಪತ್ರಕರ್ತರ ಭವನದಲ್ಲಿ ಸುದ್ದಿಗೋಷ್ಠಿಯಲ್ಲಿ ಮಾತನಾಡಿದ ಮುಖಂಡರು, ಸುಪ್ರೀಂ ಕೋರ್ಟ್ ತೀರ್ಪಿನಂತೆ ಒಳ ಮೀಸಲಾತಿ ಜಾರಿಗೊಳಿಸುವ ಮೂಲಕ ಸಾಮಾಜಿಕ ನ್ಯಾಯ ಒದಗಿಸಬೇಕು. ದಶಕಗಳಿಂದ ನಡೆಯುತ್ತಿರುವ ಹೋರಾಟಕ್ಕೆ ಸರ್ಕಾರ ಸ್ಪಂದಿಸಬೇಕು ಎಂದು ಆಗ್ರಹಿಸಿದರು. ಸುದ್ದಿಗೋಷ್ಠಿಯಲ್ಲಿ ಮುಖಂಡರಾದ ಸಿ.ಎಂ.ಮುನಿಯಪ್ಪ, ಮುನಿಸ್ವಾಮಿ, ಕೆ.ಸಿ.ರಾಜಣ್ಣ, ನಾರಾಯಣಸ್ವಾಮಿ, ವೆಂಕಟೇಶ್ ಮತ್ತಿತರರು ಉಪಸ್ಥಿತರಿದ್ದರು.	[630, 572, 936, 624]
stamp-title: ದಿಗಂತ	[535, 262, 557, 273]
left-column-rule	[178, 64, 179, 770]
ad-public-notice	[242, 778, 358, 1010]
registration-marks-left	[60, 1439, 100, 1449]
photo-tree	[670, 160, 686, 356]
reg-dot-black-r	[875, 1439, 882, 1446]
brief-3-body: ಚಿಕ್ಕಬಳ್ಳಾಪುರ: ಪ್ರಾಯೋಜಕತ್ವ ಯೋಜನೆಯ ಅಭಿಯಾನವು ಮಗುವಿನ ಸಮರ್ಪಕ ಆರೈಕೆಗಾಗಿ, ಪೋಷಕರ ಮರಣ ರಕ್ಷಣೆಯ ಅಗತ್ಯವಿರುವಂತಹ ಮಕ್ಕಳಿಗೆ ಕೌಟುಂಬಿಕ ವಾತಾವರಣ ಕಲ್ಪಿಸಲು ಸಹಾಯಕವಾಗಿದೆ ಎಂದು ಜಿಲ್ಲಾ ಮಕ್ಕಳ ರಕ್ಷಣಾಧಿಕಾರಿ ತಿಳಿಸಿದ್ದಾರೆ. ಅರ್ಹ ಮಕ್ಕಳಿಗೆ ಮಾಸಿಕ ರೂ.4,000 ಆರ್ಥಿಕ ನೆರವು ನೀಡಲಾಗುವುದು. ಹೆಚ್ಚಿನ ಮಾಹಿತಿಗಾಗಿ ಜಿಲ್ಲಾ ಮಕ್ಕಳ ರಕ್ಷಣಾ ಘಟಕ, ಚಿಕ್ಕಬಳ್ಳಾಪುರ, ದೂ: 08156-277118 ಗೆ ಸಂಪರ್ಕಿಸಬಹುದು.	[8, 672, 174, 724]
masthead-corner-strip	[921, 8, 937, 52]
lead-bottom-rule	[378, 479, 936, 480]
blood-headline: 850ಕ್ಕೂ ಹೆಚ್ಚು ಯೂನಿಟ್ ರಕ್ತ ಸಂಗ್ರಹ	[196, 541, 484, 567]
encroach-headline: ಒಳಮೀಸಲಾತಿ ಜಾರಿಗೊಳಿಸಿ	[630, 541, 822, 567]
brief-divider-1	[8, 476, 174, 477]
ad-mact	[128, 778, 240, 1018]
masthead-logo-block	[8, 8, 198, 60]
brief-2-body: • ಚಿಕ್ಕಬಳ್ಳಾಪುರ: ಜಿಲ್ಲಾಡಳಿತ, ಜಿಲ್ಲಾ ಪಂಚಾಯತ್, ಕನ್ನಡ ಮತ್ತು ಸಂಸ್ಕೃತಿ ಇಲಾಖೆ, ಯಾದವ ಕ್ಷೇಮಾಭಿವೃದ್ಧಿ ಸಂಘ, ಚಿಕ್ಕಬಳ್ಳಾಪುರ ನಗರ ಸಭೆ ಇವರ ಸಂಯುಕ್ತಾಶ್ರಯದಲ್ಲಿ ಶ್ರೀ ಕೃಷ್ಣ ಜಯಂತಿ ಆಚರಣೆ ಕಾರ್ಯಕ್ರಮವನ್ನು ಆಗಸ್ಟ್ 16 ರಂದು ಬೆಳಿಗ್ಗೆ 11 ಗಂಟೆಗೆ ನಗರದ ಜೂನಿಯರ್ ಕಾಲೇಜು ಮೈದಾನದಲ್ಲಿ ಹಮ್ಮಿಕೊಳ್ಳಲಾಗಿದೆ.	[8, 500, 174, 534]
suicide-headline: ಮಗುವಿನೊಂದಿಗೆ ತಾಯಿ ಆತ್ಮಹತ್ಯೆ	[606, 1185, 800, 1206]
ad1-case: M.C. NO. 7129/2024	[30, 807, 104, 817]
stamp-sub: ವಿಶೇಷ	[537, 277, 558, 286]
bbmp-r1-desc: ವಾರ್ಡ್ ಸಂಖ್ಯೆ 167 (ಹಳೆ ವಾರ್ಡ್ ಸಂಖ್ಯೆ 111), ಅನುದಾನ ವಿವರ: ಎಸ್.ಇ. ಯೋಜನಾಗತ ನಿಧಿ 2025-26 ರಲ್ಲಿ ಯಲಹಂಕ ವಲಯದ ರಸ್ತೆ ಅಭಿವೃದ್ಧಿ ಕಾಮಗಾರಿ. ಅಂದಾಜು ಮೊತ್ತ: ರೂ. 9,00,000.00 ಇಎಂಡಿ ರೂ. 22,500.00	[38, 1176, 234, 1198]
ad4-body: PETITIONERS: 1. HEMA VIDYA RAO W/o U Vasudev Rao Aged about 62 years, Door No.16, 1st Cross, Pushpak Farm, Konanakunte, Bengaluru-560062. 2. Mr. SHREEDHAR RAO S/o U Vasudev Rao. Whereas the above petitioner has instituted a Probate and Succession petition P & SC No.1432/2024 before the City Civil Judge, Bengaluru (CCH-42) in the matter of Late U. Vasudev Rao who died on 30/04/2024 in the schedule property. If any person having any claim or objection may appear in person or through pleader on 11-09-2025 at 11.00 am in the above Court, failing which the matter will be decided in the absence.	[245, 1053, 355, 1177]
masthead-city: ಬೆಂಗಳೂರು	[836, 39, 863, 47]
quote-box-2	[566, 362, 752, 477]
photo-sign-board	[792, 190, 902, 212]
ad1-order: BY ORDER OF THE COURT	[29, 959, 105, 966]
quote-1-by: ■ ಎಚ್.ರವಿಕುಮಾರ್, ತಾಪಂ ಇಒ, ಬಂಗಾರಪೇಟೆ	[392, 458, 496, 465]
bbmp-table-hrule	[14, 1173, 236, 1174]
ad4-court: IN THE COURT OF THE XLI ADDL. CITY CIVIL AND SESSIONS JUDGE AT BENGALURU (CCH-42)	[246, 1017, 354, 1042]
quote-3-text: ಜಿಪಂ, ತಾಪಂ, ನರೇಗಾ ಯೋಜನೆ ಅಧಿಕಾರಿಗಳ ಸಹಕಾರ ಹಾಗೂ ಮಾರ್ಗದರ್ಶನದಿಂದ ಹೈಟೆಕ್ ಆಗಿ ನಿರ್ಮಾಣ ಮಾಡಲಾಗಿದೆ. ನಮ್ಮ ಪಂಚಾಯಿತಿಯಲ್ಲಿ ಹೆಚ್ಚು ಶ್ರಮವಹಿಸಿ ಕೂಸಿನ ಮನೆ ನಿರ್ಮಿಸಲಾಗಿದೆ.	[770, 362, 903, 387]
bbmp-emblem-icon	[13, 1027, 35, 1049]
section-rule-3	[604, 1178, 937, 1180]
quote-3-by: ■ ಶಕುಂತಲೆ ಮಂಜುನಾಥ್, ಗ್ರಾಪಂ ಅಧ್ಯಕ್ಷ, ಐನೋರಹೊಸಹಳ್ಳಿ	[770, 458, 898, 465]
quote-box-3	[758, 362, 936, 477]
quote-mark-1	[380, 362, 390, 372]
ad1-notice: NOTICE TO THE RESPONDENT BY WAY OF PAPER PUBLICATION	[11, 841, 123, 856]
quote-mark-3	[758, 362, 768, 372]
lead-sub-1: ನರೇಗಾ ಮಹಿಳಾ ಕಾರ್ಮಿಕರಿಗೆ ಅನುಕೂಲ:	[196, 372, 288, 380]
reg-dot-yellow-c	[465, 1439, 472, 1446]
left-column	[8, 64, 174, 764]
ad5-court: IN THE COURT OF THE ASSISTANT COMMISSIONER BENGALURU NORTH AT BENGALURU	[474, 971, 584, 996]
lead-photo-playground	[560, 160, 750, 356]
bbmp-sign: ಸಹಿ/- ಕಾರ್ಯಪಾಲಕ ಅಭಿಯಂತರರು (ಯೋಜನೆ), ಯಲಹಂಕ ವಲಯ	[107, 1413, 235, 1419]
reg-dot-magenta	[70, 1439, 77, 1446]
page-number: ೦೮	[86, 39, 107, 60]
